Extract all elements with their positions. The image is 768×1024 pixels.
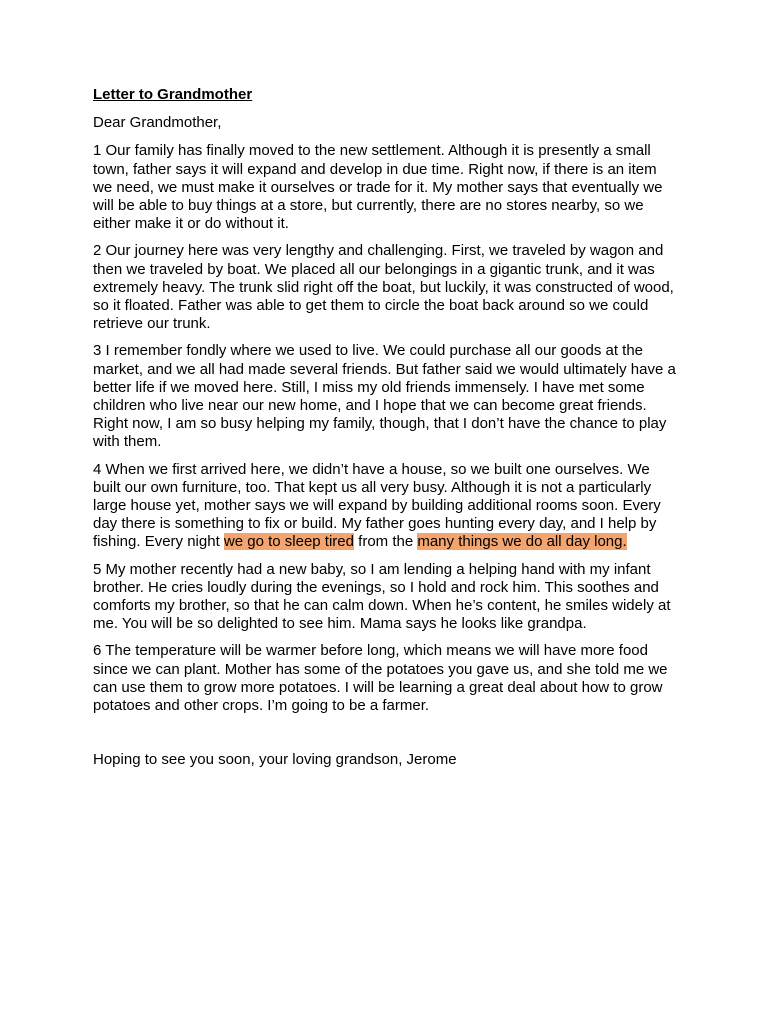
letter-salutation: Dear Grandmother, [93,114,222,132]
letter-closing: Hoping to see you soon, your loving grandson, Jerome [93,751,457,769]
paragraph-3: 3 I remember fondly where we used to live. We could purchase all our goods at the market, and we all had made several friends. But father said we would ultimately have a better life if we moved here. Still, I miss my old friends immensely. I have met some children who live near our new home, and I hope that we can become great friends. Right now, I am so busy helping my family, though, that I don’t have the chance to play with them. [93,342,676,451]
paragraph-4 [93,461,678,552]
paragraph-2: 2 Our journey here was very lengthy and challenging. First, we traveled by wagon and then we traveled by boat. We placed all our belongings in a gigantic trunk, and it was extremely heavy. The trunk slid right off the boat, but luckily, it was constructed of wood, so it floated. Father was able to get them to circle the boat back around so we could retrieve our trunk. [93,242,674,333]
paragraph-4-text-middle: from the [353,533,418,551]
paragraph-5: 5 My mother recently had a new baby, so I am lending a helping hand with my infant brother. He cries loudly during the evenings, so I hold and rock him. This soothes and comforts my brother, so that he can calm down. When he’s content, he smiles widely at me. You will be so delighted to see him. Mama says he looks like grandpa. [93,560,671,633]
letter-body [93,86,678,770]
highlight-many-things: many things we do all day long. [417,533,627,551]
paragraph-6: 6 The temperature will be warmer before long, which means we will have more food since we can plant. Mother has some of the potatoes you gave us, and she told me we can use them to grow more potatoes. I will be learning a great deal about how to grow potatoes and other crops. I’m going to be a farmer. [93,642,668,715]
paragraph-4-text-before: 4 When we first arrived here, we didn’t have a house, so we built one ourselves. We built our own furniture, too. That kept us all very busy. Although it is not a particularly large house yet, mother says we will expand by building additional rooms soon. Every day there is something to fix or build. My father goes hunting every day, and I help by fishing. Every night [93,460,661,551]
highlight-sleep-tired: we go to sleep tired [223,533,354,551]
letter-title: Letter to Grandmother [93,86,253,103]
paragraph-1: 1 Our family has finally moved to the new settlement. Although it is presently a small town, father says it will expand and develop in due time. Right now, if there is an item we need, we must make it ourselves or trade for it. My mother says that eventually we will be able to buy things at a store, but currently, there are no stores nearby, so we either make it or do without it. [93,142,663,233]
